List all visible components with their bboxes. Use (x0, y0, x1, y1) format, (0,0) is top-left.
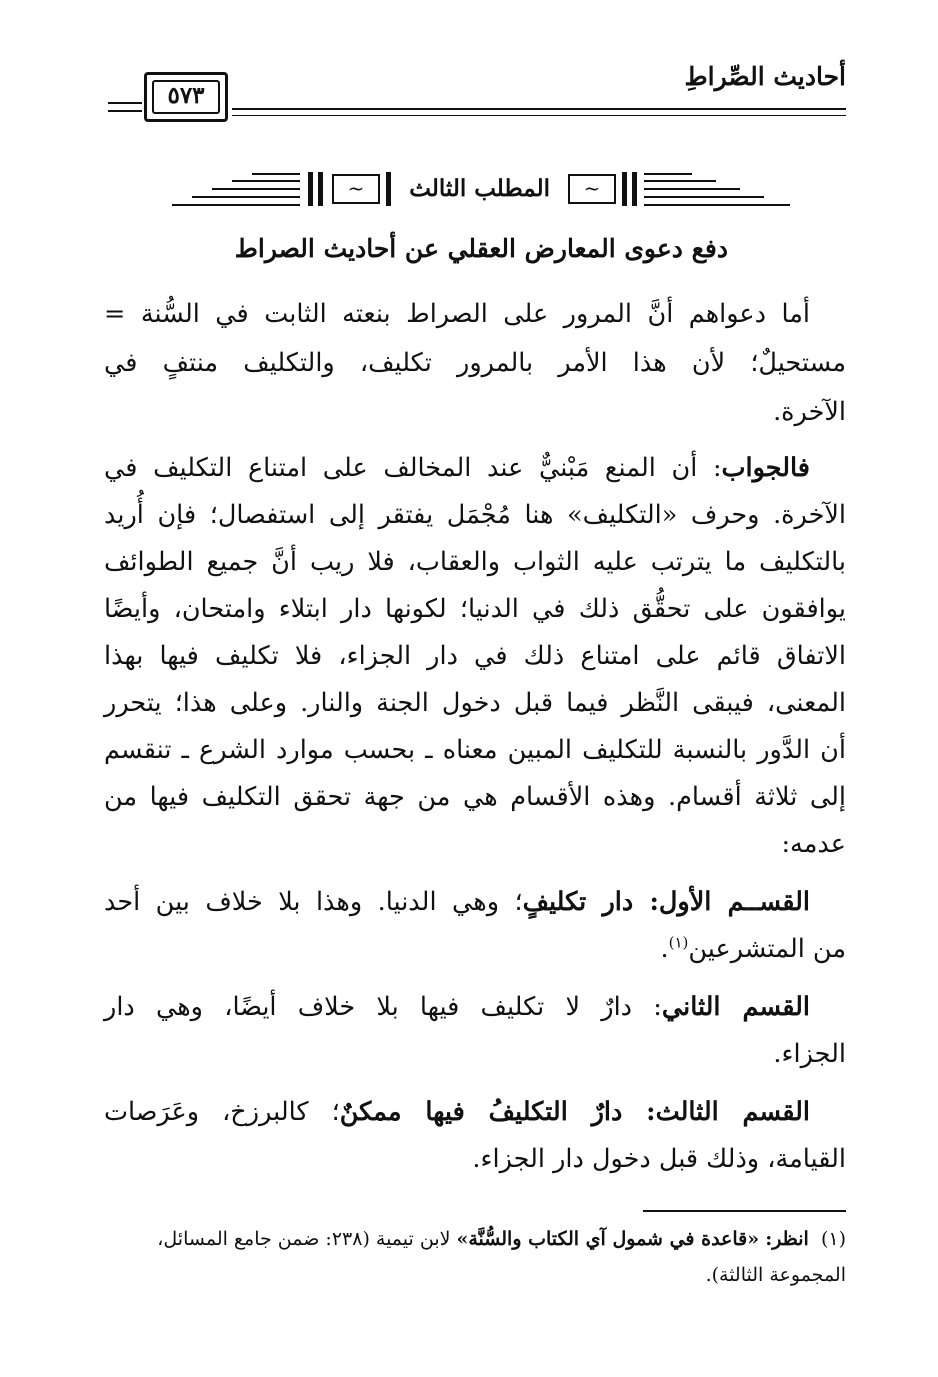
header-rule-left (108, 110, 142, 112)
footnote-line (104, 1222, 846, 1256)
text-line: عدمه: (781, 829, 846, 859)
text-line: الجزاء. (773, 1039, 846, 1069)
text-run: ؛ وهي الدنيا. وهذا بلا خلاف بين أحد (104, 887, 523, 917)
text-run: من المتشرعين (688, 934, 846, 964)
section-three-lead: القسم الثالث: دارٌ التكليفُ فيها ممكنٌ (339, 1097, 811, 1127)
text-line: أما دعواهم أنَّ المرور على الصراط بنعته الثابت في السُّنة = (104, 299, 810, 329)
ornament-line (644, 173, 692, 175)
text-line (104, 880, 810, 924)
ornament-line (212, 188, 300, 190)
text-line: يوافقون على تحقُّق ذلك في الدنيا؛ لكونها دار ابتلاء وامتحان، وأيضًا (104, 594, 846, 624)
footnote-line: المجموعة الثالثة). (705, 1264, 846, 1286)
text-line: الآخرة. وحرف «التكليف» هنا مُجْمَل يفتقر إلى استفصال؛ فإن أُريد (104, 500, 846, 530)
footnote-text: لابن تيمية (٢٣٨: ضمن جامع المسائل، (157, 1228, 451, 1250)
section-one-lead: القســم الأول: دار تكليفٍ (522, 887, 810, 917)
ornament-flourish-icon: ~ (568, 174, 616, 204)
text-run: . (660, 934, 669, 964)
text-run: ؛ كالبرزخ، وعَرَصات (104, 1097, 340, 1127)
text-line: بالتكليف ما يترتب عليه الثواب والعقاب، فلا ريب أنَّ جميع الطوائف (104, 547, 846, 577)
text-line: الاتفاق قائم على امتناع ذلك في دار الجزاء، فلا تكليف فيها بهذا (104, 641, 846, 671)
header-rule (232, 115, 846, 116)
text-line (104, 985, 810, 1029)
section-title: المطلب الثالث (409, 175, 550, 202)
ornament-bar (622, 172, 627, 206)
page-number: ٥٧٣ (167, 82, 205, 109)
text-line: إلى ثلاثة أقسام. وهذه الأقسام هي من جهة تحقق التكليف فيها من (104, 782, 846, 812)
text-run: : أن المنع مَبْنيٌّ عند المخالف على امتناع التكليف في (104, 453, 722, 483)
text-line (104, 927, 846, 971)
section-two-lead: القسم الثاني (661, 992, 810, 1022)
footnote-marker: (١) (820, 1228, 846, 1250)
ornament-line (252, 173, 300, 175)
footnote-ref[interactable]: (١) (668, 933, 689, 952)
running-title: أحاديث الصِّراطِ (684, 62, 846, 91)
text-line (104, 1090, 810, 1134)
ornament-bar (632, 172, 637, 206)
ornament-line (644, 180, 716, 182)
text-line: القيامة، وذلك قبل دخول دار الجزاء. (472, 1144, 846, 1174)
section-ornament (172, 170, 790, 214)
text-line: مستحيلٌ؛ لأن هذا الأمر بالمرور تكليف، والتكليف منتفٍ في (104, 348, 846, 378)
text-run: : دارٌ لا تكليف فيها بلا خلاف أيضًا، وهي دار (104, 992, 662, 1022)
header-rule (232, 108, 846, 110)
ornament-bar (318, 172, 323, 206)
ornament-flourish-icon: ~ (332, 174, 380, 204)
ornament-line (172, 204, 300, 206)
text-line: المعنى، فيبقى النَّظر فيما قبل دخول الجنة والنار. وعلى هذا؛ يتحرر (104, 688, 846, 718)
section-subtitle: دفع دعوى المعارض العقلي عن أحاديث الصراط (234, 234, 728, 263)
text-line: الآخرة. (773, 397, 846, 427)
footnote-book: «قاعدة في شمول آي الكتاب والسُّنَّة» (456, 1228, 760, 1250)
ornament-line (232, 180, 300, 182)
ornament-bar (308, 172, 313, 206)
footnote-lead: انظر: (765, 1228, 809, 1250)
text-line: أن الدَّور بالنسبة للتكليف المبين معناه ـ بحسب موارد الشرع ـ تنقسم (104, 735, 846, 765)
ornament-line (644, 188, 740, 190)
text-line (104, 446, 810, 490)
ornament-line (192, 196, 300, 198)
page-number-frame (144, 72, 228, 122)
ornament-line (644, 196, 764, 198)
ornament-line (644, 204, 790, 206)
footnote-rule (643, 1210, 846, 1212)
ornament-bar (386, 172, 391, 206)
header-rule-left (108, 102, 142, 104)
answer-lead: فالجواب (721, 453, 810, 483)
